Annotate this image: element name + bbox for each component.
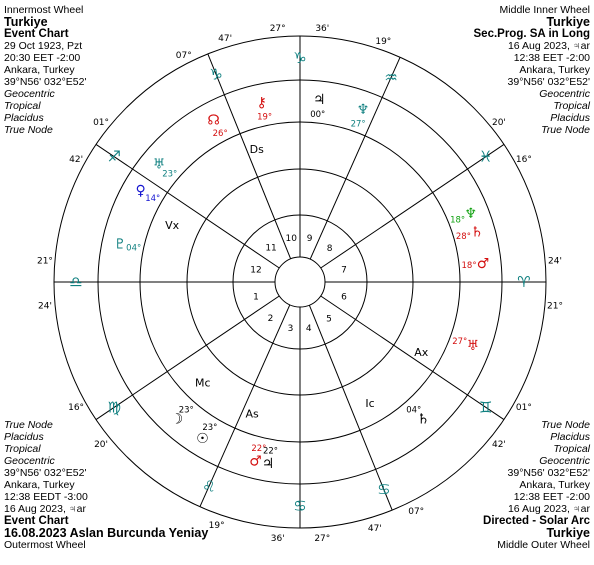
- planet-degree: 23°: [178, 405, 194, 416]
- chart-type: Directed - Solar Arc: [483, 515, 590, 527]
- cusp-sign-glyph: ♌: [202, 477, 216, 496]
- setting-zodiac: Tropical: [4, 100, 41, 112]
- axis-label-midheaven: Mc: [194, 376, 211, 390]
- setting-zodiac-center: Geocentric: [4, 455, 55, 467]
- cusp-minute-label: 21°: [36, 256, 53, 267]
- planet-glyph: ♀: [135, 183, 146, 199]
- planet-degree: 27°: [452, 337, 468, 348]
- planet-glyph: ♄: [416, 411, 430, 428]
- house-number-3: 3: [287, 323, 294, 334]
- chart-place: Ankara, Turkey: [4, 479, 75, 491]
- cusp-sign-glyph: ♎: [69, 273, 83, 291]
- cusp-minute-label: 47': [218, 34, 233, 45]
- planet-degree: 04°: [126, 243, 142, 254]
- planet-glyph: ♃: [261, 456, 275, 473]
- chart-time: 12:38 EET -2:00: [513, 52, 590, 64]
- setting-house-system: Placidus: [550, 431, 590, 443]
- planet-degree: 27°: [350, 119, 366, 130]
- setting-node: True Node: [4, 419, 53, 431]
- cusp-degree-label: 27°: [269, 23, 286, 34]
- planet-degree: 26°: [212, 128, 228, 139]
- chart-date: 16 Aug 2023, ♃ar: [4, 503, 87, 515]
- cusp-degree-label: 07°: [408, 507, 425, 518]
- house-number-7: 7: [341, 265, 347, 276]
- cusp-degree-label: 24': [38, 301, 52, 312]
- house-number-2: 2: [267, 314, 274, 325]
- axis-label-ascendant: As: [245, 407, 259, 421]
- house-number-5: 5: [326, 314, 332, 325]
- cusp-minute-label: 36': [270, 534, 285, 545]
- chart-place: Ankara, Turkey: [519, 64, 590, 76]
- house-number-8: 8: [326, 243, 333, 254]
- cusp-sign-glyph: ♐: [107, 147, 122, 166]
- cusp-degree-label: 19°: [375, 36, 392, 47]
- planet-degree: 04°: [406, 405, 422, 416]
- house-number-12: 12: [250, 265, 262, 276]
- house-numbers: [250, 234, 347, 334]
- planet-degree: 19°: [257, 112, 273, 123]
- chart-name: Turkiye: [546, 526, 590, 540]
- planet-glyph: ♅: [152, 156, 166, 173]
- setting-node: True Node: [541, 419, 590, 431]
- planet-glyph: ♂: [249, 453, 262, 470]
- cusp-minute-label: 36': [315, 23, 330, 34]
- chart-time: 20:30 EET -2:00: [4, 52, 81, 64]
- cusp-minute-label: 42': [491, 440, 506, 451]
- cusp-sign-glyph: ♋: [293, 497, 307, 515]
- cusp-degree-label: 01°: [515, 403, 532, 414]
- cusp-sign-glyph: ♊: [478, 398, 493, 417]
- cusp-degree-label: 20': [94, 440, 109, 451]
- planet-glyph: ☉: [196, 431, 209, 448]
- cusp-degree-label: 24': [548, 256, 562, 267]
- planet-glyph: ♆: [356, 102, 370, 119]
- planet-degree: 14°: [145, 194, 161, 204]
- chart-name: 16.08.2023 Aslan Burcunda Yeniay: [4, 526, 209, 540]
- chart-type: Sec.Prog. SA in Long: [473, 28, 590, 40]
- cusp-degree-label: 19°: [208, 521, 225, 532]
- planet-glyph: ♃: [312, 92, 326, 109]
- chart-coords: 39°N56' 032°E52': [507, 76, 590, 88]
- planet-glyph: ♇: [113, 236, 127, 253]
- setting-zodiac-center: Geocentric: [539, 455, 590, 467]
- cusp-sign-glyph: ♑: [209, 65, 223, 84]
- cusp-sign-glyph: ♒: [384, 68, 398, 87]
- house-number-10: 10: [285, 233, 297, 244]
- house-number-6: 6: [341, 292, 347, 303]
- house-number-1: 1: [253, 292, 259, 303]
- cusp-sign-glyph: ♋: [377, 480, 391, 499]
- setting-node: True Node: [541, 124, 590, 136]
- planet-degree: 22°: [262, 446, 279, 457]
- cusp-degree-label: 27°: [314, 534, 331, 545]
- setting-zodiac: Tropical: [4, 443, 41, 455]
- chart-coords: 39°N56' 032°E52': [507, 467, 590, 479]
- cusp-minute-label: 21°: [547, 301, 564, 312]
- setting-house-system: Placidus: [550, 112, 590, 124]
- axis-label-vertex: Vx: [165, 219, 180, 233]
- cusp-minute-label: 01°: [93, 117, 110, 128]
- wheel-caption: Innermost Wheel: [4, 4, 84, 16]
- cusp-degree-label: 20': [491, 117, 506, 128]
- wheel-caption: Outermost Wheel: [4, 539, 86, 551]
- wheel-caption: Middle Inner Wheel: [499, 4, 590, 16]
- chart-time: 12:38 EEDT -3:00: [4, 491, 88, 503]
- planet-degree: 00°: [310, 109, 326, 120]
- chart-time: 12:38 EET -2:00: [513, 491, 590, 503]
- chart-date: 16 Aug 2023, ♃ar: [507, 40, 590, 52]
- chart-coords: 39°N56' 032°E52': [4, 76, 87, 88]
- chart-place: Ankara, Turkey: [519, 479, 590, 491]
- chart-name: Turkiye: [546, 15, 590, 29]
- setting-zodiac: Tropical: [553, 100, 590, 112]
- planet-degree: 22°: [251, 443, 267, 454]
- planet-degree: 28°: [455, 232, 471, 243]
- planet-glyph: ☽: [170, 411, 184, 428]
- house-cusp-lines: [54, 36, 546, 528]
- cusp-degree-label: 42': [69, 154, 84, 165]
- cusp-degree-label: 07°: [175, 50, 192, 61]
- planet-glyph: ♆: [464, 206, 477, 223]
- planet-glyph: ♅: [466, 337, 480, 354]
- cusp-sign-glyph: ♑: [293, 49, 307, 67]
- cusp-sign-glyph: ♓: [478, 147, 493, 166]
- setting-zodiac-center: Geocentric: [539, 88, 590, 100]
- wheel-ring-6: [275, 257, 325, 307]
- planet-degree: 18°: [450, 215, 466, 226]
- cusp-sign-glyph: ♍: [107, 398, 122, 417]
- chart-place: Ankara, Turkey: [4, 64, 75, 76]
- cusp-minute-label: 16°: [68, 403, 85, 414]
- chart-date: 16 Aug 2023, ♃ar: [507, 503, 590, 515]
- chart-date: 29 Oct 1923, Pzt: [4, 40, 83, 52]
- planet-glyph: ☊: [207, 112, 220, 129]
- house-number-9: 9: [306, 234, 313, 245]
- axis-label-imum-coeli: Ic: [365, 397, 375, 411]
- chart-name: Turkiye: [4, 15, 48, 29]
- cusp-sign-glyph: ♈: [517, 273, 531, 291]
- house-number-11: 11: [265, 243, 277, 254]
- setting-node: True Node: [4, 124, 53, 136]
- planet-degree: 23°: [162, 169, 178, 180]
- planet-degree: 23°: [202, 423, 218, 434]
- axis-label-antivertex: Ax: [414, 346, 429, 359]
- house-number-4: 4: [305, 324, 312, 335]
- planet-glyph: ⚷: [256, 95, 267, 112]
- chart-type: Event Chart: [4, 515, 69, 527]
- chart-coords: 39°N56' 032°E52': [4, 467, 87, 479]
- planet-glyph: ♂: [476, 255, 490, 272]
- setting-zodiac-center: Geocentric: [4, 88, 55, 100]
- setting-house-system: Placidus: [4, 112, 44, 124]
- planet-degree: 18°: [461, 261, 477, 272]
- axis-label-descendant: Ds: [249, 142, 264, 156]
- setting-zodiac: Tropical: [553, 443, 590, 455]
- planet-glyph: ♄: [470, 224, 484, 241]
- wheel-caption: Middle Outer Wheel: [497, 539, 590, 551]
- cusp-minute-label: 47': [367, 523, 382, 534]
- chart-type: Event Chart: [4, 28, 69, 40]
- cusp-minute-label: 16°: [515, 154, 532, 165]
- setting-house-system: Placidus: [4, 431, 44, 443]
- house-cusp-line-2: [96, 296, 279, 420]
